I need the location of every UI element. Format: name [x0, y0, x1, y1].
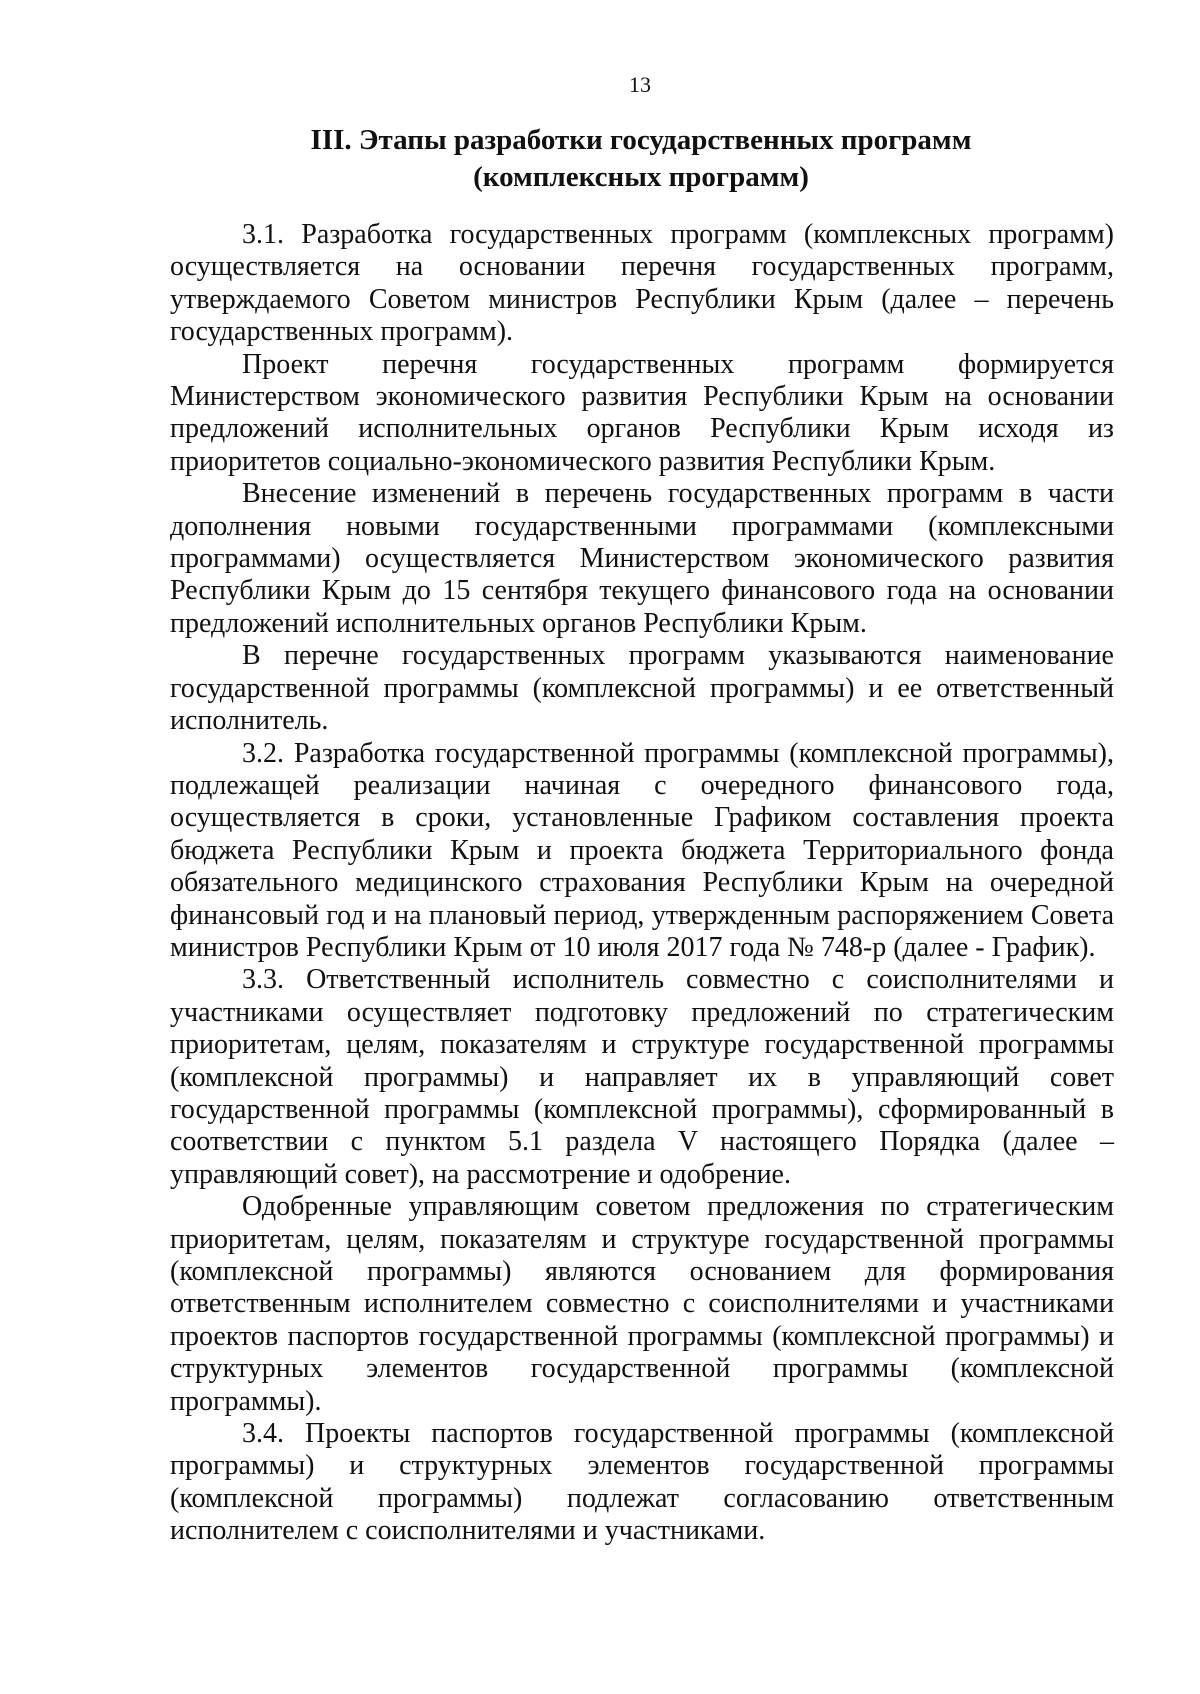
document-body — [170, 219, 1114, 1548]
paragraph-3-2: 3.2. Разработка государственной программы (комплексной программы), подлежащей реализации начиная с очередного финансового года, осуществляется в сроки, установленные Графиком составления проекта бюджета Республики Крым и проекта бюджета Территориального фонда обязательного медицинского страхования Республики Крым на очередной финансовый год и на плановый период, утвержденным распоряжением Совета министров Республики Крым от 10 июля 2017 года № 748-р (далее - График). — [170, 737, 1114, 963]
paragraph-3-1: 3.1. Разработка государственных программ (комплексных программ) осуществляется на основании перечня государственных программ, утверждаемого Советом министров Республики Крым (далее – перечень государственных программ). — [170, 219, 1114, 348]
paragraph-list-changes: Внесение изменений в перечень государственных программ в части дополнения новыми государственными программами (комплексными программами) осуществляется Министерством экономического развития Республики Крым до 15 сентября текущего финансового года на основании предложений исполнительных органов Республики Крым. — [170, 478, 1114, 639]
paragraph-list-project: Проект перечня государственных программ формируется Министерством экономического развития Республики Крым на основании предложений исполнительных органов Республики Крым исходя из приоритетов социально-экономического развития Республики Крым. — [170, 348, 1114, 477]
paragraph-approved-proposals: Одобренные управляющим советом предложения по стратегическим приоритетам, целям, показателям и структуре государственной программы (комплексной программы) являются основанием для формирования ответственным исполнителем совместно с соисполнителями и участниками проектов паспортов государственной программы (комплексной программы) и структурных элементов государственной программы (комплексной программы). — [170, 1191, 1114, 1417]
section-title-line-1: III. Этапы разработки государственных программ — [310, 124, 972, 156]
section-title — [168, 122, 1114, 196]
section-title-line-2: (комплексных программ) — [473, 161, 809, 193]
paragraph-3-4: 3.4. Проекты паспортов государственной программы (комплексной программы) и структурных элементов государственной программы (комплексной программы) подлежат согласованию ответственным исполнителем с соисполнителями и участниками. — [170, 1418, 1114, 1547]
paragraph-list-contents: В перечне государственных программ указываются наименование государственной программы (комплексной программы) и ее ответственный исполнитель. — [170, 640, 1114, 737]
paragraph-3-3: 3.3. Ответственный исполнитель совместно с соисполнителями и участниками осуществляет подготовку предложений по стратегическим приоритетам, целям, показателям и структуре государственной программы (комплексной программы) и направляет их в управляющий совет государственной программы (комплексной программы), сформированный в соответствии с пунктом 5.1 раздела V настоящего Порядка (далее – управляющий совет), на рассмотрение и одобрение. — [170, 964, 1114, 1190]
page-number: 13 — [629, 72, 651, 97]
